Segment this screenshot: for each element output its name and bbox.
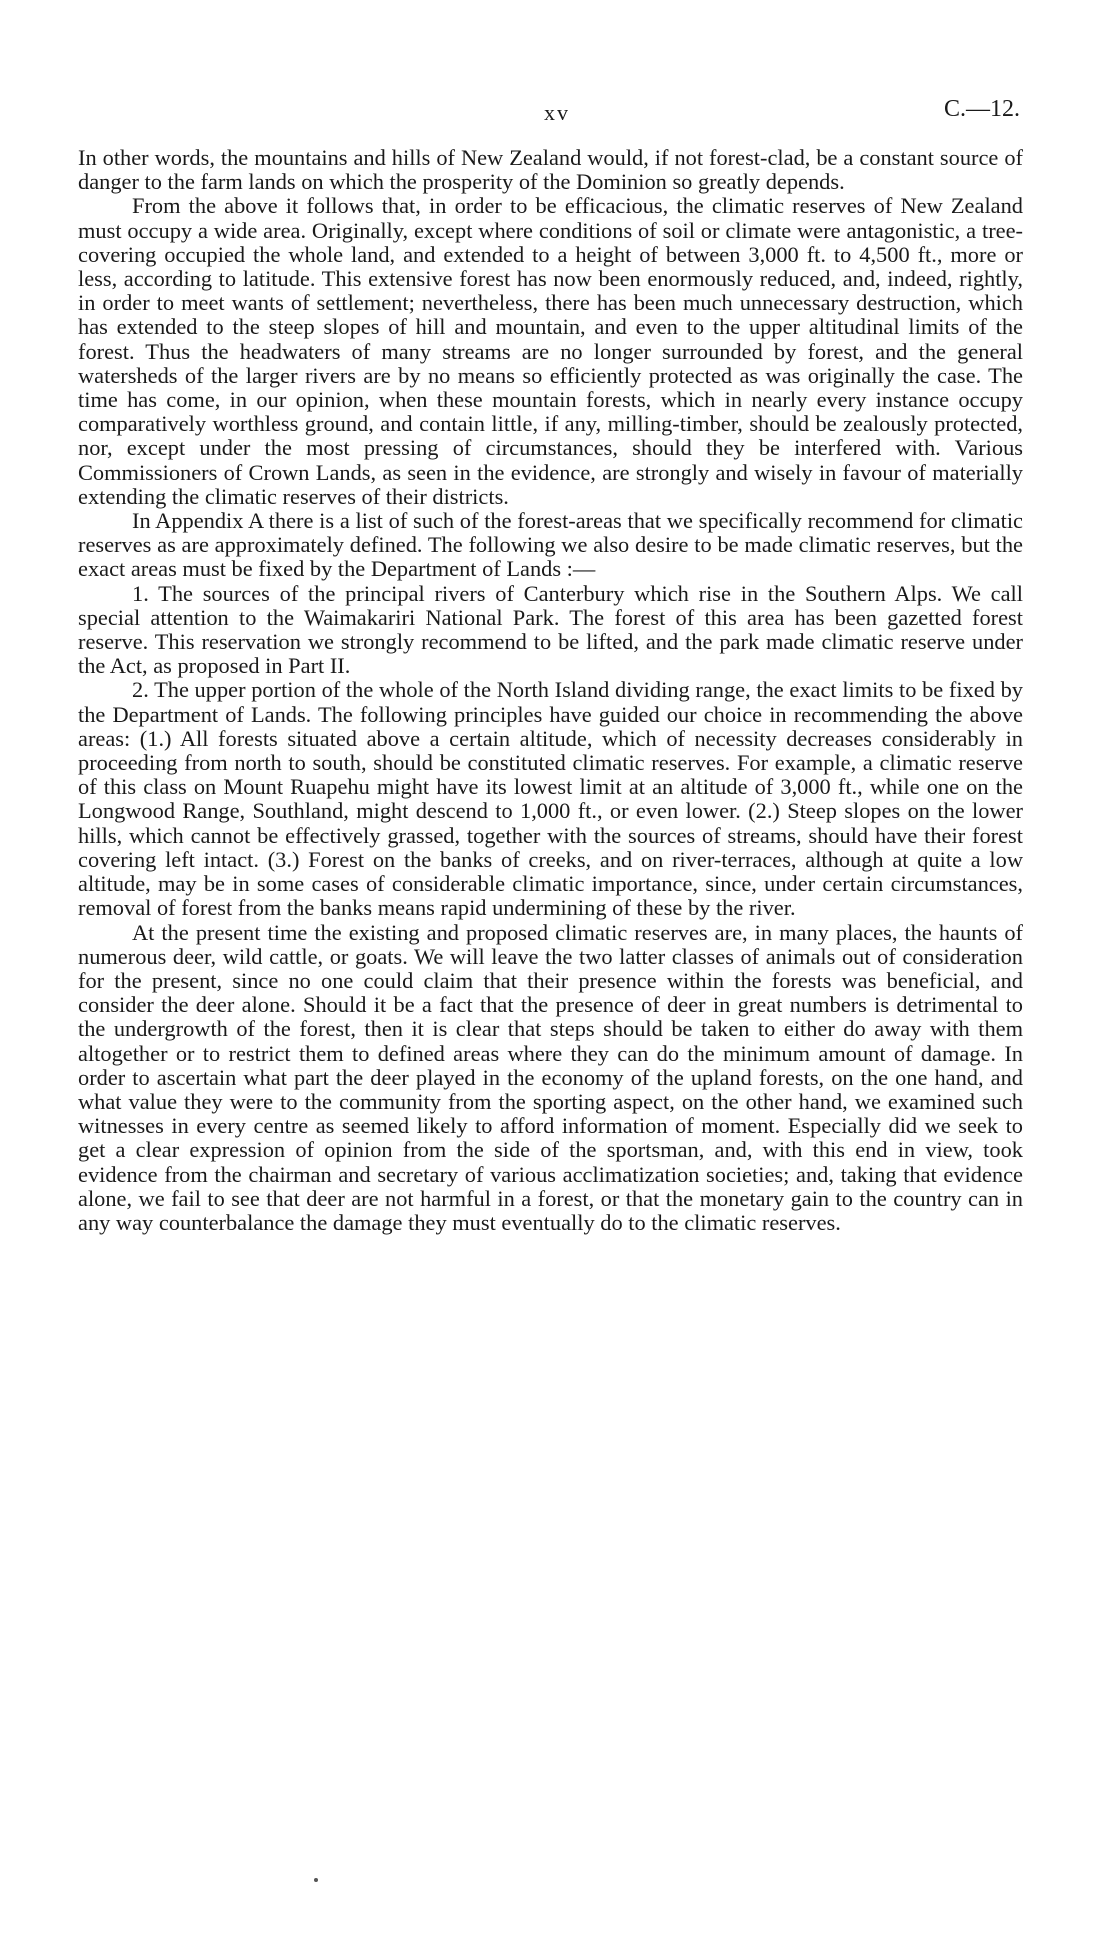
paragraph: From the above it follows that, in order to be efficacious, the climatic reserves of New Zealand must occupy a wide area. Originally, except where conditions of soil or climate were antagonistic, a tree-covering occupied the whole land, and extended to a height of between 3,000 ft. to 4,500 ft., more or less, according to latitude. This extensive forest has now been enormously reduced, and, indeed, rightly, in order to meet wants of settlement; nevertheless, there has been much unnecessary destruction, which has extended to the steep slopes of hill and mountain, and even to the upper altitudinal limits of the forest. Thus the headwaters of many streams are no longer surrounded by forest, and the general watersheds of the larger rivers are by no means so efficiently protected as was originally the case. The time has come, in our opinion, when these mountain forests, which in nearly every instance occupy comparatively worthless ground, and contain little, if any, milling-timber, should be zealously protected, nor, except under the most pressing of circumstances, should they be interfered with. Various Commissioners of Crown Lands, as seen in the evidence, are strongly and wisely in favour of materially extending the climatic reserves of their districts. [78,193,1023,509]
paragraph: In other words, the mountains and hills of New Zealand would, if not forest-clad, be a constant source of danger to the farm lands on which the prosperity of the Dominion so greatly depends. [78,145,1023,195]
paragraph: At the present time the existing and proposed climatic reserves are, in many places, the haunts of numerous deer, wild cattle, or goats. We will leave the two latter classes of animals out of consideration for the present, since no one could claim that their presence within the forests was beneficial, and consider the deer alone. Should it be a fact that the presence of deer in great numbers is detrimental to the undergrowth of the forest, then it is clear that steps should be taken to either do away with them altogether or to restrict them to defined areas where they can do the minimum amount of damage. In order to ascertain what part the deer played in the economy of the upland forests, on the one hand, and what value they were to the community from the sporting aspect, on the other hand, we examined such witnesses in every centre as seemed likely to afford information of moment. Especially did we seek to get a clear expression of opinion from the side of the sportsman, and, with this end in view, took evidence from the chairman and secretary of various acclimatization societies; and, taking that evidence alone, we fail to see that deer are not harmful in a forest, or that the monetary gain to the country can in any way counterbalance the damage they must eventually do to the climatic reserves. [78,919,1023,1235]
paragraph: 2. The upper portion of the whole of the North Island dividing range, the exact limits to be fixed by the Department of Lands. The following principles have guided our choice in recommending the above areas: (1.) All forests situated above a certain altitude, which of necessity decreases considerably in proceeding from north to south, should be constituted climatic reserves. For example, a climatic reserve of this class on Mount Ruapehu might have its lowest limit at an altitude of 3,000 ft., while one on the Longwood Range, Southland, might descend to 1,000 ft., or even lower. (2.) Steep slopes on the lower hills, which cannot be effectively grassed, together with the sources of streams, should have their forest covering left intact. (3.) Forest on the banks of creeks, and on river-terraces, although at quite a low altitude, may be in some cases of considerable climatic importance, since, under certain circumstances, removal of forest from the banks means rapid undermining of these by the river. [78,677,1023,921]
page-number: xv [544,100,570,125]
stray-mark [314,1878,318,1882]
paragraph: In Appendix A there is a list of such of the forest-areas that we specifically recommend for climatic reserves as are approximately defined. The following we also desire to be made climatic reserves, but the exact areas must be fixed by the Department of Lands :— [78,508,1023,582]
body-text [78,146,1023,1235]
paragraph: 1. The sources of the principal rivers of Canterbury which rise in the Southern Alps. We call special attention to the Waimakariri National Park. The forest of this area has been gazetted forest reserve. This reservation we strongly recommend to be lifted, and the park made climatic reserve under the Act, as proposed in Part II. [78,580,1023,679]
document-reference: C.—12. [943,96,1020,122]
